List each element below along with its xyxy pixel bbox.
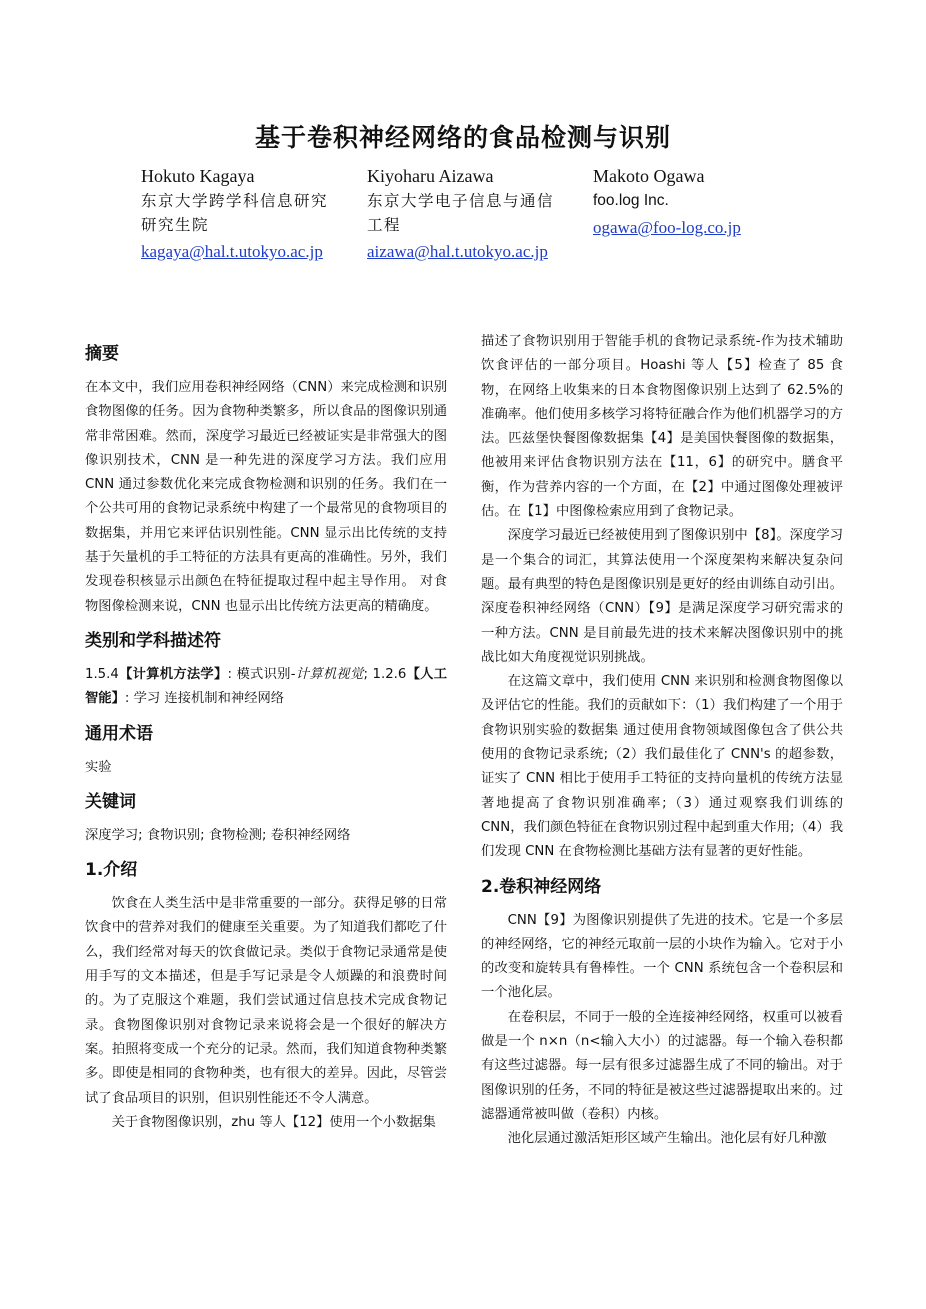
- author-email-link[interactable]: ogawa@foo-log.co.jp: [593, 218, 741, 237]
- author-block-3: [593, 164, 793, 240]
- body-paragraph: CNN【9】为图像识别提供了先进的技术。它是一个多层的神经网络，它的神经元取前一层的小块作为输入。它对于小的改变和旋转具有鲁棒性。一个 CNN 系统包含一个卷积层和一个池化层。: [481, 912, 843, 1001]
- paper-title: 基于卷积神经网络的食品检测与识别: [254, 123, 671, 152]
- body-paragraph: 池化层通过激活矩形区域产生输出。池化层有好几种激: [507, 1131, 827, 1147]
- categories-text: [85, 663, 447, 712]
- author-affiliation: foo.log Inc.: [593, 192, 669, 209]
- right-column: [481, 330, 843, 1152]
- author-email-link[interactable]: aizawa@hal.t.utokyo.ac.jp: [367, 242, 548, 261]
- left-column: [85, 340, 447, 1135]
- category-text: : 学习 连接机制和神经网络: [124, 691, 285, 707]
- categories-heading: 类别和学科描述符: [85, 630, 221, 651]
- keywords-heading: 关键词: [85, 791, 136, 812]
- body-paragraph: 在这篇文章中，我们使用 CNN 来识别和检测食物图像以及评估它的性能。我们的贡献如下：（1）我们构建了一个用于食物识别实验的数据集 通过使用食物领域图像包含了供公共使用的食物记录系统;（2）我们最佳化了 CNN's 的超参数，证实了 CNN 相比于使用手工特征的支持向量机的传统方法显著地提高了食物识别准确率;（3）通过观察我们训练的 CNN，我们颜色特征在食物识别过程中起到重大作用;（4）我们发现 CNN 在食物检测比基础方法有显著的更好性能。: [481, 674, 843, 860]
- body-paragraph: 描述了食物识别用于智能手机的食物记录系统-作为技术辅助饮食评估的一部分项目。Hoashi 等人【5】检查了 85 食物，在网络上收集来的日本食物图像识别上达到了 62.5%的准确率。他们使用多核学习将特征融合作为他们机器学习的方法。匹兹堡快餐图像数据集【4】是美国快餐图像的数据集，他被用来评估食物识别方法在【11，6】的研究中。膳食平衡，作为营养内容的一个方面，在【2】中通过图像处理被评估。在【1】中图像检索应用到了食物记录。: [481, 334, 843, 520]
- author-affiliation: 东京大学跨学科信息研究研究生院: [141, 192, 329, 234]
- keywords-text: 深度学习; 食物识别; 食物检测; 卷积神经网络: [85, 827, 351, 843]
- abstract-text: 在本文中，我们应用卷积神经网络（CNN）来完成检测和识别食物图像的任务。因为食物种类繁多，所以食品的图像识别通常非常困难。然而，深度学习最近已经被证实是非常强大的图像识别技术，CNN 是一种先进的深度学习方法。我们应用 CNN 通过参数优化来完成食物检测和识别的任务。我们在一个公共可用的食物记录系统中构建了一个最常见的食物项目的数据集，并用它来评估识别性能。CNN 显示出比传统的支持基于矢量机的手工特征的方法具有更高的准确性。另外，我们发现卷积核显示出颜色在特征提取过程中起主导作用。 对食物图像检测来说，CNN 也显示出比传统方法更高的精确度。: [85, 380, 447, 614]
- general-terms-text: 实验: [85, 759, 112, 775]
- author-affiliation: 东京大学电子信息与通信工程: [367, 192, 555, 234]
- author-block-2: [367, 164, 567, 264]
- intro-paragraph: 饮食在人类生活中是非常重要的一部分。获得足够的日常饮食中的营养对我们的健康至关重要。为了知道我们都吃了什么，我们经常对每天的饮食做记录。类似于食物记录通常是使用手写的文本描述，但是手写记录是令人烦躁的和浪费时间的。为了克服这个难题，我们尝试通过信息技术完成食物记录。食物图像识别对食物记录来说将会是一个很好的解决方案。拍照将变成一个充分的记录。然而，我们知道食物种类繁多。即使是相同的食物种类，也有很大的差异。因此，尽管尝试了食品项目的识别，但识别性能还不令人满意。: [85, 896, 447, 1106]
- author-email-link[interactable]: kagaya@hal.t.utokyo.ac.jp: [141, 242, 323, 261]
- author-name: Makoto Ogawa: [593, 166, 705, 186]
- body-paragraph: 在卷积层，不同于一般的全连接神经网络，权重可以被看做是一个 n×n（n<输入大小）的过滤器。每一个输入卷积都有这些过滤器。每一层有很多过滤器生成了不同的输出。对于图像识别的任务，不同的特征是被这些过滤器提取出来的。过滤器通常被叫做（卷积）内核。: [481, 1009, 843, 1122]
- general-terms-heading: 通用术语: [85, 723, 153, 744]
- author-name: Kiyoharu Aizawa: [367, 166, 494, 186]
- category-code: ; 1.2.6: [363, 666, 407, 682]
- category-name: 【计算机方法学】: [118, 666, 228, 682]
- author-block-1: [141, 164, 341, 264]
- category-text: : 模式识别-: [227, 666, 296, 682]
- category-name: 【人工智能】: [85, 666, 448, 707]
- category-italic: 计算机视觉: [295, 666, 364, 682]
- intro-heading: 1.介绍: [85, 860, 138, 881]
- category-code: 1.5.4: [85, 666, 119, 682]
- section2-heading: 2.卷积神经网络: [481, 876, 602, 897]
- intro-paragraph: 关于食物图像识别，zhu 等人【12】使用一个小数据集: [111, 1114, 436, 1130]
- author-name: Hokuto Kagaya: [141, 166, 255, 186]
- body-paragraph: 深度学习最近已经被使用到了图像识别中【8】。深度学习是一个集合的词汇，其算法使用一个深度架构来解决复杂问题。最有典型的特色是图像识别是更好的经由训练自动引出。深度卷积神经网络（CNN）【9】是满足深度学习研究需求的一种方法。CNN 是目前最先进的技术来解决图像识别中的挑战比如大角度视觉识别挑战。: [481, 528, 843, 665]
- abstract-heading: 摘要: [85, 344, 119, 364]
